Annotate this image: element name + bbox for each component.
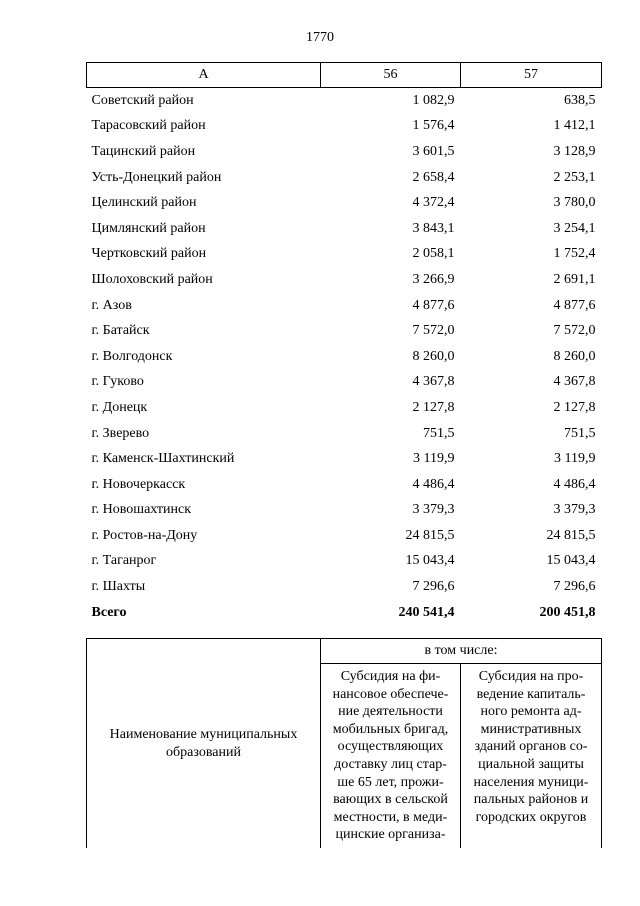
data-table bbox=[86, 62, 602, 625]
value-57-cell: 200 451,8 bbox=[539, 604, 596, 620]
row-name-cell: г. Таганрог bbox=[91, 553, 157, 569]
row-name-cell: Чертковский район bbox=[91, 246, 207, 262]
value-57-cell: 2 127,8 bbox=[553, 399, 596, 415]
header-text-line: доставку лиц стар- bbox=[334, 756, 447, 772]
row-name-cell: г. Зверево bbox=[91, 425, 150, 441]
table-row bbox=[87, 498, 602, 524]
header-text-line: населения муници- bbox=[473, 774, 589, 790]
header-text-line: местности, в меди- bbox=[333, 809, 448, 825]
table-row bbox=[87, 421, 602, 447]
header-text-line: ведение капиталь- bbox=[476, 686, 586, 702]
table-row bbox=[87, 88, 602, 114]
header-text-line: зданий органов со- bbox=[474, 739, 588, 755]
row-name-cell: г. Новошахтинск bbox=[91, 502, 192, 518]
value-57-cell: 1 412,1 bbox=[553, 118, 596, 134]
table-row bbox=[87, 344, 602, 370]
header-text-line: Субсидия на фи- bbox=[340, 669, 441, 684]
table-row bbox=[87, 216, 602, 242]
header-text-line: осуществляющих bbox=[337, 739, 444, 755]
table-row bbox=[87, 549, 602, 575]
row-name-cell: г. Донецк bbox=[91, 399, 148, 415]
value-56-cell: 3 379,3 bbox=[412, 502, 455, 518]
value-56-cell: 1 082,9 bbox=[412, 92, 455, 108]
page-number: 1770 bbox=[306, 30, 334, 45]
value-57-cell: 15 043,4 bbox=[546, 553, 596, 569]
value-57-cell: 8 260,0 bbox=[553, 348, 596, 364]
table-row bbox=[87, 446, 602, 472]
table-row bbox=[87, 318, 602, 344]
value-57-cell: 7 296,6 bbox=[553, 579, 596, 595]
subsidy-mobile-brigades-header bbox=[321, 664, 461, 849]
header-cell-57: 57 bbox=[461, 63, 602, 88]
value-57-cell: 4 877,6 bbox=[553, 297, 596, 313]
row-name-cell: г. Волгодонск bbox=[91, 348, 173, 364]
value-57-cell: 4 486,4 bbox=[553, 476, 596, 492]
including-cell: в том числе: bbox=[321, 639, 602, 664]
total-row bbox=[87, 600, 602, 626]
value-57-cell: 3 128,9 bbox=[553, 143, 596, 159]
value-56-cell: 4 877,6 bbox=[412, 297, 455, 313]
value-56-cell: 2 658,4 bbox=[412, 169, 455, 185]
header-text-line: мобильных бригад, bbox=[332, 721, 449, 737]
header-text-line: циальной защиты bbox=[478, 756, 584, 772]
value-56-cell: 3 601,5 bbox=[412, 143, 455, 159]
value-56-cell: 8 260,0 bbox=[412, 348, 455, 364]
value-57-cell: 3 119,9 bbox=[554, 451, 596, 467]
value-56-cell: 3 266,9 bbox=[412, 271, 455, 287]
table-row bbox=[87, 523, 602, 549]
table-row bbox=[87, 574, 602, 600]
second-table-header bbox=[86, 638, 602, 848]
table-row bbox=[87, 370, 602, 396]
value-56-cell: 4 372,4 bbox=[412, 195, 455, 211]
row-name-cell: Усть-Донецкий район bbox=[91, 169, 222, 185]
table-row bbox=[87, 242, 602, 268]
row-name-cell: Целинский район bbox=[91, 195, 197, 211]
value-56-cell: 751,5 bbox=[423, 425, 455, 441]
value-57-cell: 638,5 bbox=[564, 92, 596, 108]
table-row bbox=[87, 114, 602, 140]
value-57-cell: 7 572,0 bbox=[553, 323, 596, 339]
header-text-line: цинские организа- bbox=[335, 827, 446, 843]
value-56-cell: 4 486,4 bbox=[412, 476, 455, 492]
row-name-cell: г. Азов bbox=[91, 297, 132, 313]
value-56-cell: 240 541,4 bbox=[398, 604, 455, 620]
value-57-cell: 4 367,8 bbox=[553, 374, 596, 390]
table-row bbox=[87, 165, 602, 191]
row-name-cell: г. Каменск-Шахтинский bbox=[91, 451, 235, 467]
row-name-cell: г. Гуково bbox=[91, 374, 144, 390]
row-header-cell bbox=[87, 639, 321, 849]
subsidy-capital-repair-header bbox=[461, 664, 602, 849]
header-text-line: вающих в сельской bbox=[333, 792, 448, 808]
table-row bbox=[87, 293, 602, 319]
header-cell-56: 56 bbox=[321, 63, 461, 88]
row-name-cell: Цимлянский район bbox=[91, 220, 206, 236]
value-57-cell: 2 691,1 bbox=[553, 271, 596, 287]
header-text-line: ного ремонта ад- bbox=[480, 704, 582, 720]
header-row bbox=[87, 63, 602, 88]
value-56-cell: 3 843,1 bbox=[412, 220, 455, 236]
header-text-line: нансовое обеспече- bbox=[332, 686, 449, 702]
header-text-line: ше 65 лет, прожи- bbox=[337, 774, 444, 790]
value-56-cell: 24 815,5 bbox=[405, 527, 455, 543]
header-text-line: Субсидия на про- bbox=[478, 669, 584, 684]
value-57-cell: 24 815,5 bbox=[546, 527, 596, 543]
row-header-line: Наименование муниципальных bbox=[109, 726, 298, 742]
table-row bbox=[87, 139, 602, 165]
value-56-cell: 7 572,0 bbox=[412, 323, 455, 339]
value-56-cell: 1 576,4 bbox=[412, 118, 455, 134]
value-56-cell: 3 119,9 bbox=[413, 451, 455, 467]
value-56-cell: 7 296,6 bbox=[412, 579, 455, 595]
row-name-cell: г. Новочеркасск bbox=[91, 476, 186, 492]
value-57-cell: 3 780,0 bbox=[553, 195, 596, 211]
value-57-cell: 2 253,1 bbox=[553, 169, 596, 185]
row-name-cell: г. Батайск bbox=[91, 323, 150, 339]
row-name-cell: Всего bbox=[91, 604, 127, 620]
table-body bbox=[87, 88, 602, 626]
value-57-cell: 3 254,1 bbox=[553, 220, 596, 236]
row-header-line: образований bbox=[166, 744, 241, 760]
table-row bbox=[87, 267, 602, 293]
value-57-cell: 3 379,3 bbox=[553, 502, 596, 518]
header-text-line: министративных bbox=[480, 721, 582, 737]
value-57-cell: 1 752,4 bbox=[553, 246, 596, 262]
header-text-line: городских округов bbox=[475, 809, 587, 825]
value-57-cell: 751,5 bbox=[564, 425, 596, 441]
value-56-cell: 2 058,1 bbox=[412, 246, 455, 262]
row-name-cell: г. Ростов-на-Дону bbox=[91, 527, 198, 543]
header-text-line: ние деятельности bbox=[338, 704, 443, 720]
row-name-cell: Шолоховский район bbox=[91, 271, 213, 287]
table-row bbox=[87, 190, 602, 216]
row-name-cell: Советский район bbox=[91, 92, 194, 108]
value-56-cell: 2 127,8 bbox=[412, 399, 455, 415]
row-name-cell: Тарасовский район bbox=[91, 118, 206, 134]
row-name-cell: г. Шахты bbox=[91, 579, 146, 595]
value-56-cell: 4 367,8 bbox=[412, 374, 455, 390]
header-text-line: пальных районов и bbox=[473, 792, 589, 808]
table-row bbox=[87, 395, 602, 421]
header-cell-name: А bbox=[87, 63, 321, 88]
row-name-cell: Тацинский район bbox=[91, 143, 196, 159]
value-56-cell: 15 043,4 bbox=[405, 553, 455, 569]
table-row bbox=[87, 472, 602, 498]
